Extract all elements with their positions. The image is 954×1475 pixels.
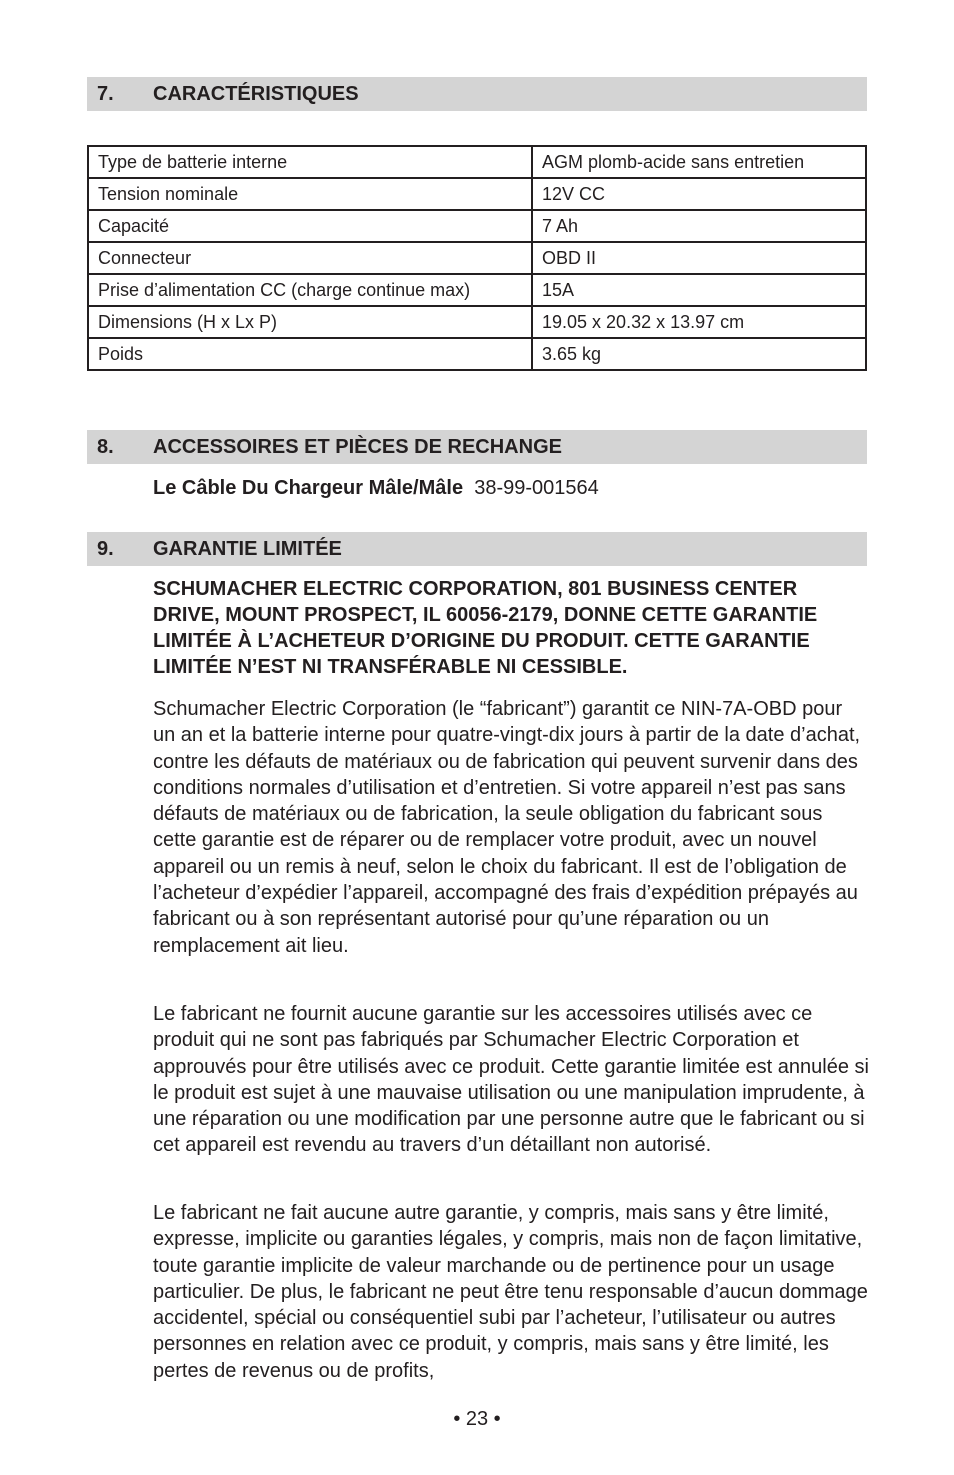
warranty-text-2: Le fabricant ne fournit aucune garantie sur les accessoires utilisés avec ce produit qui ne sont pas fabriqués par Schumacher Electric Corporation et approuvés pour être utilisés avec ce produit. Cette garantie limitée est annulée si le produit est sujet à une mauvaise utilisation ou une manipulation imprudente, à une réparation ou une modification par une personne autre que le fabricant ou si cet appareil est revendu au travers d’un détaillant non autorisé. bbox=[153, 1003, 869, 1157]
section-7-title: CARACTÉRISTIQUES bbox=[153, 83, 359, 105]
section-9-header bbox=[87, 532, 867, 566]
section-8-number: 8. bbox=[97, 436, 114, 458]
section-9-title: GARANTIE LIMITÉE bbox=[153, 538, 342, 560]
accessory-name: Le Câble Du Chargeur Mâle/Mâle bbox=[153, 477, 464, 499]
spec-label: Capacité bbox=[88, 210, 532, 242]
spec-value: OBD II bbox=[532, 242, 866, 274]
section-7-header bbox=[87, 77, 867, 111]
warranty-intro-text: SCHUMACHER ELECTRIC CORPORATION, 801 BUSINESS CENTER DRIVE, MOUNT PROSPECT, IL 60056-2179, DONNE CETTE GARANTIE LIMITÉE À L’ACHETEUR D’ORIGINE DU PRODUIT. CETTE GARANTIE LIMITÉE N’EST NI TRANSFÉRABLE NI CESSIBLE. bbox=[153, 578, 818, 678]
warranty-paragraph-3 bbox=[153, 1200, 869, 1384]
warranty-paragraph-2 bbox=[153, 1001, 869, 1159]
spec-label: Type de batterie interne bbox=[88, 146, 532, 178]
section-9-number: 9. bbox=[97, 538, 114, 560]
spec-label: Poids bbox=[88, 338, 532, 370]
specifications-table bbox=[87, 145, 867, 371]
table-row bbox=[88, 178, 866, 210]
spec-value: 15A bbox=[532, 274, 866, 306]
spec-value: 7 Ah bbox=[532, 210, 866, 242]
accessory-part-number: 38-99-001564 bbox=[474, 477, 599, 499]
section-8-title: ACCESSOIRES ET PIÈCES DE RECHANGE bbox=[153, 436, 562, 458]
spec-value: 3.65 kg bbox=[532, 338, 866, 370]
warranty-text-1: Schumacher Electric Corporation (le “fabricant”) garantit ce NIN-7A-OBD pour un an et la batterie interne pour quatre-vingt-dix jours à partir de la date d’achat, contre les défauts de matériaux ou de fabrication qui peuvent survenir dans des conditions normales d’utilisation et d’entretien. Si votre appareil n’est pas sans défauts de matériaux ou de fabrication, la seule obligation du fabricant sous cette garantie est de réparer ou de remplacer votre produit, avec un nouvel appareil ou un remis à neuf, selon le choix du fabricant. Il est de l’obligation de l’acheteur d’expédier l’appareil, accompagné des frais d’expédition prépayés au fabricant ou à son représentant autorisé pour qu’une réparation ou un remplacement ait lieu. bbox=[153, 698, 861, 957]
spec-value: AGM plomb-acide sans entretien bbox=[532, 146, 866, 178]
spec-value: 12V CC bbox=[532, 178, 866, 210]
warranty-text-3: Le fabricant ne fait aucune autre garantie, y compris, mais sans y être limité, expresse, implicite ou garanties légales, y compris, mais non de façon limitative, toute garantie implicite de valeur marchande ou de pertinence pour un usage particulier. De plus, le fabricant ne peut être tenu responsable d’aucun dommage accidentel, spécial ou conséquentiel subi par l’acheteur, l’utilisateur ou autres personnes en relation avec ce produit, y compris, mais sans y être limité, les pertes de revenus ou de profits, bbox=[153, 1202, 868, 1382]
warranty-paragraph-1 bbox=[153, 696, 869, 959]
page-number: • 23 • bbox=[453, 1408, 501, 1430]
table-row bbox=[88, 242, 866, 274]
table-row bbox=[88, 338, 866, 370]
accessory-line bbox=[153, 476, 599, 500]
section-7-number: 7. bbox=[97, 83, 114, 105]
table-row bbox=[88, 274, 866, 306]
spec-label: Prise d’alimentation CC (charge continue max) bbox=[88, 274, 532, 306]
table-row bbox=[88, 306, 866, 338]
section-8-header bbox=[87, 430, 867, 464]
spec-label: Tension nominale bbox=[88, 178, 532, 210]
spec-label: Connecteur bbox=[88, 242, 532, 274]
spec-value: 19.05 x 20.32 x 13.97 cm bbox=[532, 306, 866, 338]
table-row bbox=[88, 146, 866, 178]
table-row bbox=[88, 210, 866, 242]
spec-label: Dimensions (H x Lx P) bbox=[88, 306, 532, 338]
warranty-intro bbox=[153, 576, 869, 680]
